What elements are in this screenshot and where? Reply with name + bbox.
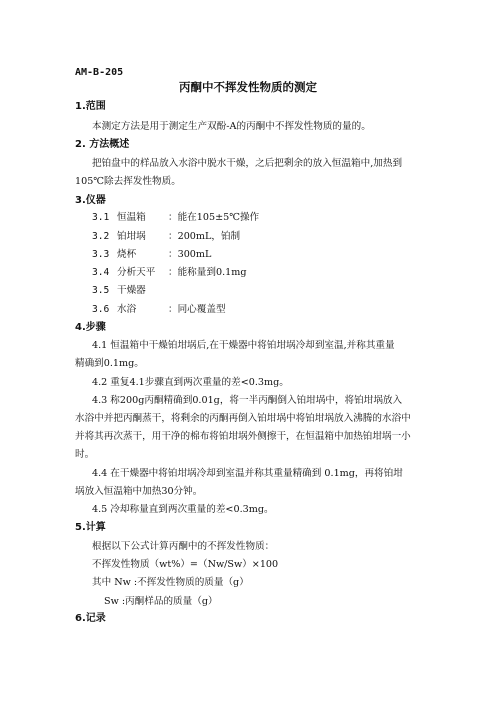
section-heading-apparatus: 3.仪器 <box>75 195 106 206</box>
item-value: ：300mL <box>168 249 212 260</box>
apparatus-item <box>92 232 240 242</box>
item-number: 3.2 <box>92 231 110 242</box>
procedure-step-4-4-line-2: 埚放入恒温箱中加热30分钟。 <box>75 486 203 497</box>
calculation-formula: 不挥发性物质（wt%）=（Nw/Sw）×100 <box>92 559 279 570</box>
procedure-step-4-3-line-1: 4.3 称200g丙酮精确到0.01g，将一半丙酮倒入铂坩埚中，将铂坩埚放入 <box>92 395 403 406</box>
item-value: ：同心覆盖型 <box>168 304 226 315</box>
overview-line-2: 105℃除去挥发性物质。 <box>75 176 181 187</box>
item-name: 分析天平 <box>117 267 156 278</box>
apparatus-item <box>92 286 168 296</box>
procedure-step-4-3-line-2: 水浴中并把丙酮蒸干，将剩余的丙酮再倒入铂坩埚中将铂坩埚放入沸腾的水浴中 <box>75 413 411 424</box>
section-heading-overview: 2. 方法概述 <box>75 139 130 150</box>
item-name: 铂坩埚 <box>117 231 146 242</box>
item-number: 3.6 <box>92 304 110 315</box>
document-code: AM-B-205 <box>75 67 124 78</box>
apparatus-item <box>92 213 259 223</box>
item-number: 3.3 <box>92 249 110 260</box>
section-heading-scope: 1.范围 <box>75 101 106 112</box>
document-title: 丙酮中不挥发性物质的测定 <box>179 80 317 94</box>
apparatus-item <box>92 268 246 278</box>
calculation-variable-sw: Sw :丙酮样品的质量（g） <box>104 596 218 607</box>
section-heading-procedure: 4.步骤 <box>75 322 106 333</box>
apparatus-item <box>92 305 226 315</box>
section-heading-calculation: 5.计算 <box>75 522 106 533</box>
item-name: 干燥器 <box>117 285 146 296</box>
procedure-step-4-3-line-3: 并将其再次蒸干，用干净的棉布将铂坩埚外侧擦干，在恒温箱中加热铂坩埚一小 <box>75 431 411 442</box>
item-name: 水浴 <box>117 304 137 315</box>
procedure-step-4-1-line-1: 4.1 恒温箱中干燥铂坩埚后,在干燥器中将铂坩埚冷却到室温,并称其重量 <box>92 340 395 351</box>
item-value: ：200mL，铂制 <box>168 231 241 242</box>
calculation-intro: 根据以下公式计算丙酮中的不挥发性物质： <box>92 541 275 552</box>
apparatus-item <box>92 250 211 260</box>
scope-text: 本测定方法是用于测定生产双酚-A的丙酮中不挥发性物质的量的。 <box>92 121 371 132</box>
overview-line-1: 把铂盘中的样品放入水浴中脱水干燥，之后把剩余的放入恒温箱中,加热到 <box>92 158 403 169</box>
item-number: 3.5 <box>92 285 110 296</box>
procedure-step-4-5: 4.5 冷却称量直到两次重量的差<0.3mg。 <box>92 504 274 515</box>
item-value: ：能称量到0.1mg <box>168 267 247 278</box>
item-number: 3.1 <box>92 212 110 223</box>
procedure-step-4-4-line-1: 4.4 在干燥器中将铂坩埚冷却到室温并称其重量精确到 0.1mg，再将铂坩 <box>92 468 403 479</box>
section-heading-records: 6.记录 <box>75 613 106 624</box>
item-value: ：能在105±5℃操作 <box>168 212 260 223</box>
item-name: 恒温箱 <box>117 212 146 223</box>
item-name: 烧杯 <box>117 249 137 260</box>
item-number: 3.4 <box>92 267 110 278</box>
procedure-step-4-2: 4.2 重复4.1步骤直到两次重量的差<0.3mg。 <box>92 377 289 388</box>
calculation-variable-nw: 其中 Nw :不挥发性物质的质量（g） <box>92 577 249 588</box>
procedure-step-4-3-line-4: 时。 <box>75 449 95 460</box>
procedure-step-4-1-line-2: 精确到0.1mg。 <box>75 358 144 369</box>
